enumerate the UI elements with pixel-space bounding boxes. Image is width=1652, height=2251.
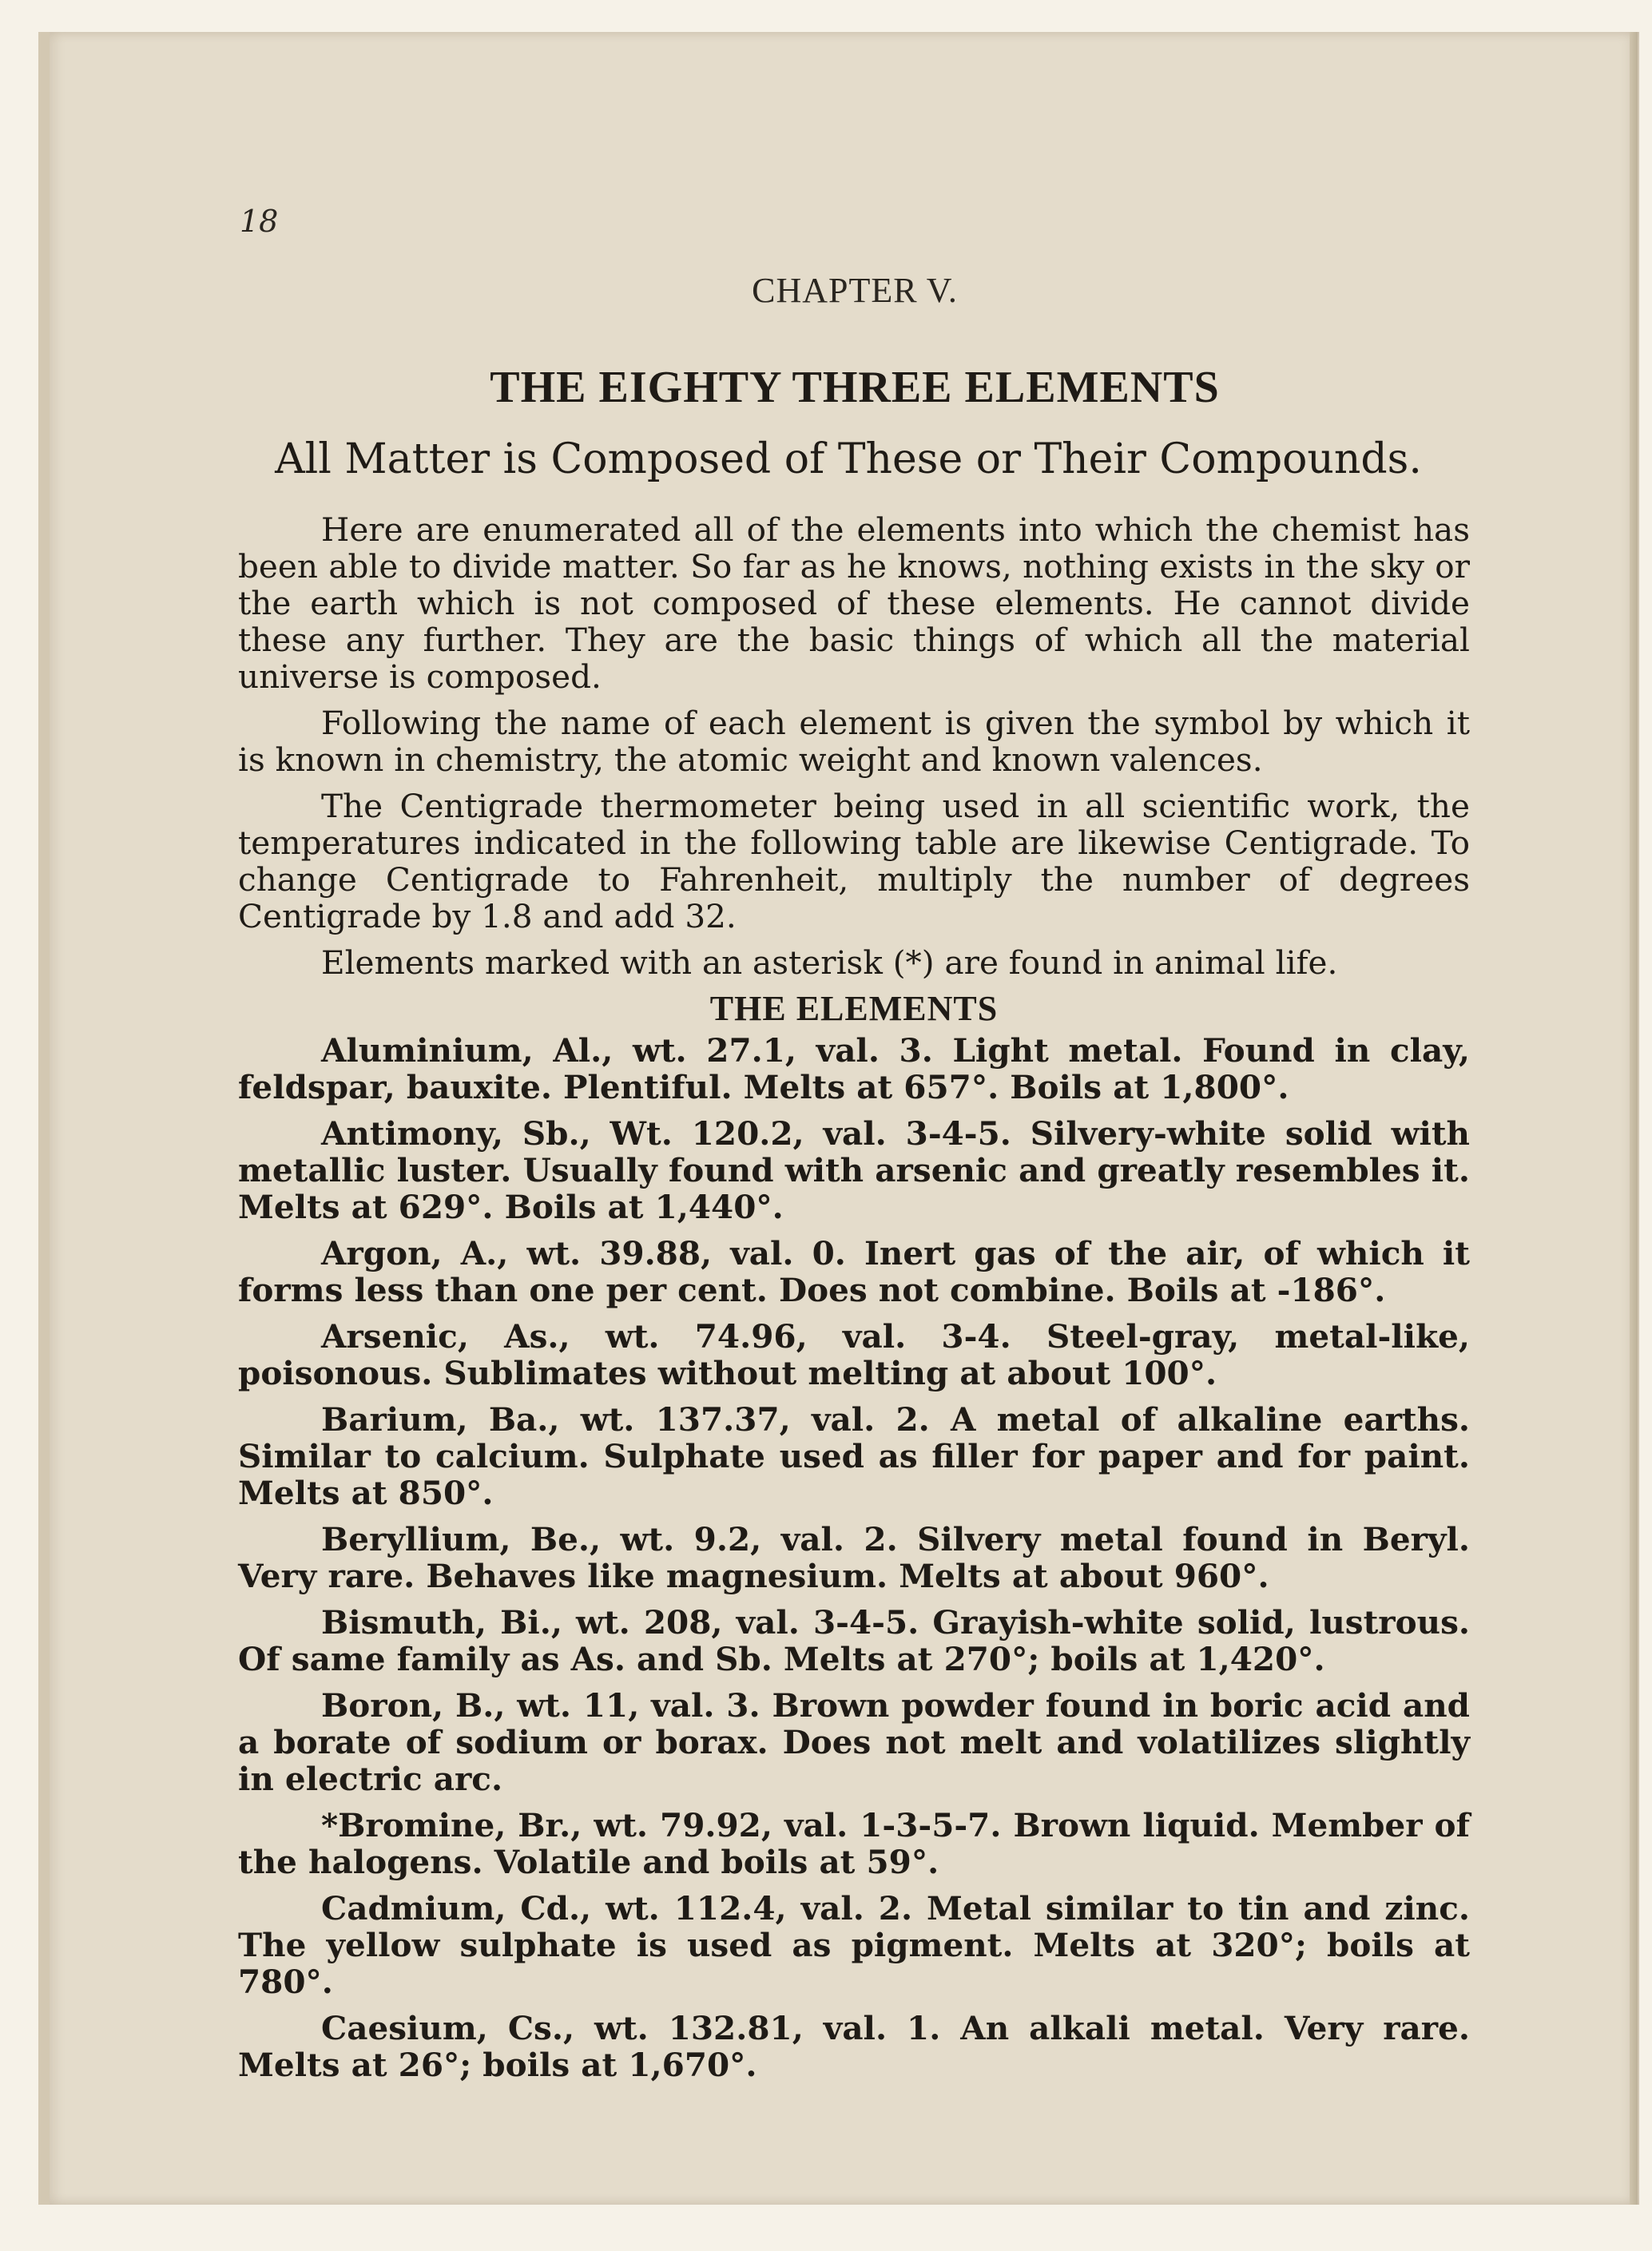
element-entry: Barium, Ba., wt. 137.37, val. 2. A metal of alkaline earths. Similar to calcium. Sulphate used as filler for paper and for paint. Melts at 850°. <box>238 1400 1470 1512</box>
intro-paragraph: Here are enumerated all of the elements into which the chemist has been able to divide matter. So far as he knows, nothing exists in the sky or the earth which is not composed of these elements. He cannot divide these any further. They are the basic things of which all the material universe is composed. <box>238 510 1470 696</box>
intro-paragraph: The Centigrade thermometer being used in all scientific work, the temperatures indicated in the following table are likewise Centigrade. To change Centigrade to Fahrenheit, multiply the number of degrees Centigrade by 1.8 and add 32. <box>238 787 1470 935</box>
page-edge <box>1630 32 1638 2205</box>
body-text <box>238 511 1470 2093</box>
chapter-heading: CHAPTER V. <box>752 271 958 310</box>
element-entry: *Bromine, Br., wt. 79.92, val. 1-3-5-7. Brown liquid. Member of the halogens. Volatile and boils at 59°. <box>238 1806 1470 1881</box>
intro-paragraph: Elements marked with an asterisk (*) are found in animal life. <box>321 943 1338 982</box>
element-entry: Aluminium, Al., wt. 27.1, val. 3. Light metal. Found in clay, feldspar, bauxite. Plentiful. Melts at 657°. Boils at 1,800°. <box>238 1031 1470 1106</box>
element-entry: Beryllium, Be., wt. 9.2, val. 2. Silvery metal found in Beryl. Very rare. Behaves like magnesium. Melts at about 960°. <box>238 1520 1470 1595</box>
element-entry: Bismuth, Bi., wt. 208, val. 3-4-5. Grayish-white solid, lustrous. Of same family as As. and Sb. Melts at 270°; boils at 1,420°. <box>238 1603 1470 1678</box>
elements-heading: THE ELEMENTS <box>709 989 999 1028</box>
element-entry: Argon, A., wt. 39.88, val. 0. Inert gas of the air, of which it forms less than one per cent. Does not combine. Boils at -186°. <box>238 1234 1470 1309</box>
page-title: THE EIGHTY THREE ELEMENTS <box>490 363 1220 412</box>
element-entry: Arsenic, As., wt. 74.96, val. 3-4. Steel-gray, metal-like, poisonous. Sublimates without melting at about 100°. <box>238 1317 1470 1392</box>
intro-paragraph: Following the name of each element is given the symbol by which it is known in chemistry, the atomic weight and known valences. <box>238 704 1470 779</box>
element-entry: Boron, B., wt. 11, val. 3. Brown powder found in boric acid and a borate of sodium or borax. Does not melt and volatilizes slightly in electric arc. <box>238 1686 1470 1798</box>
page-number: 18 <box>240 204 279 239</box>
element-entry: Antimony, Sb., Wt. 120.2, val. 3-4-5. Silvery-white solid with metallic luster. Usually found with arsenic and greatly resembles it. Melts at 629°. Boils at 1,440°. <box>238 1114 1470 1226</box>
page-subtitle: All Matter is Composed of These or Their Compounds. <box>275 435 1422 483</box>
element-entry: Cadmium, Cd., wt. 112.4, val. 2. Metal similar to tin and zinc. The yellow sulphate is used as pigment. Melts at 320°; boils at 780°. <box>238 1889 1470 2001</box>
element-entry: Caesium, Cs., wt. 132.81, val. 1. An alkali metal. Very rare. Melts at 26°; boils at 1,670°. <box>238 2009 1470 2084</box>
